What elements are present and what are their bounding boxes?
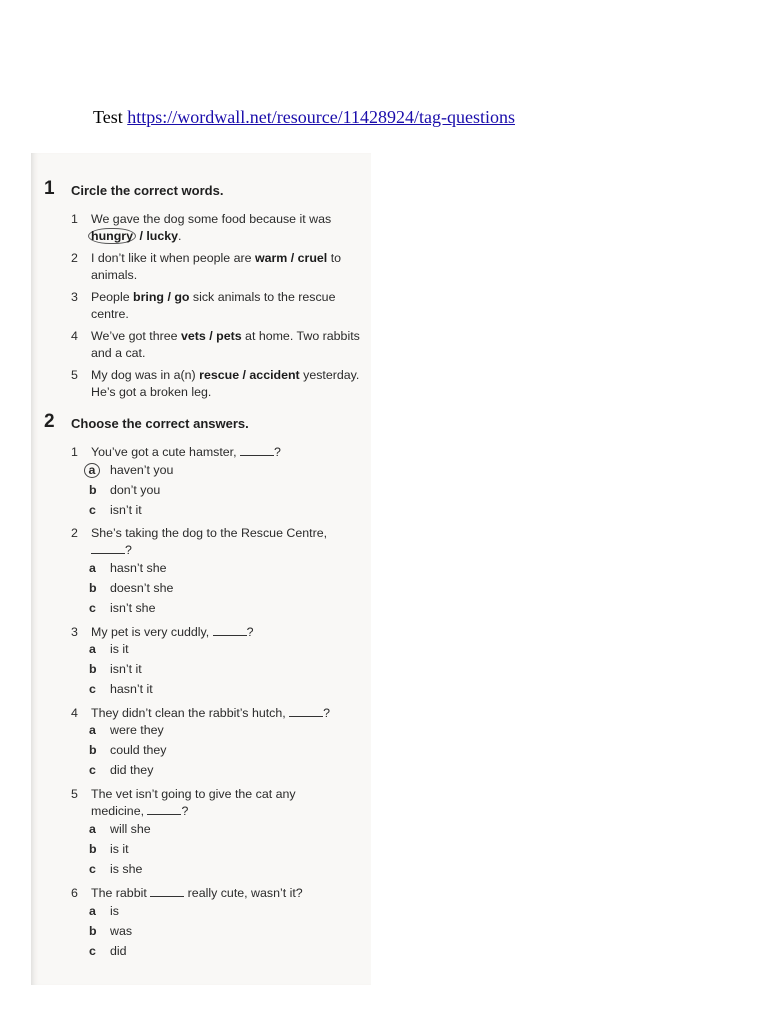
- item-number: 4: [71, 329, 78, 343]
- choice-words: warm / cruel: [254, 251, 328, 265]
- circled-word: hungry: [88, 228, 136, 244]
- choice-words: vets / pets: [181, 329, 242, 343]
- choice-words: rescue / accident: [199, 368, 300, 382]
- answer-blank: [240, 445, 274, 456]
- answer-blank: [213, 625, 247, 636]
- item-number: 1: [71, 212, 78, 226]
- header-prefix: Test: [93, 107, 123, 127]
- section-2-title: Choose the correct answers.: [71, 416, 249, 431]
- header-line: [93, 107, 515, 128]
- option-text: / lucky: [136, 229, 179, 243]
- section-2-number: 2: [44, 411, 55, 432]
- resource-link[interactable]: https://wordwall.net/resource/11428924/tag-questions: [127, 107, 515, 127]
- circled-option-letter: a: [84, 463, 100, 478]
- item-number: 2: [71, 251, 78, 265]
- answer-blank: [91, 543, 125, 554]
- item-number: 3: [71, 290, 78, 304]
- item-text: We gave the dog some food because it was: [91, 212, 332, 226]
- item-number: 5: [71, 368, 78, 382]
- worksheet-scan: 1 Circle the correct words. 1 We gave the dog some food because it was hungry / lucky. 2 I don’t like it when people are warm / cruel to animals. 3 People bring / go sick animals to the rescue centre. 4 We’ve got three vets / pets at home. Two rabbits and a cat. 5 My dog was in a(n) rescue / accident yesterday. He’s got a broken leg. 2 Choose the correct answers. 1 You’ve got a cute hamster, ? a haven’t you b don’t you c isn’t it 2 She’s taking the dog to the Rescue Centre, ? a hasn’t she b doesn’t she c isn’t she 3 My pet is very cuddly, ? a is it b isn’t it c hasn’t it 4 They didn’t clean the rabbit’s hutch, ? a were they b could they c did they 5 The vet isn’t going to give the cat any medicine, ? a will she b is it c is she 6 The rabbit really cute, wasn’t it? a is b was c did: [31, 153, 371, 985]
- answer-blank: [147, 804, 181, 815]
- section-1-title: Circle the correct words.: [71, 183, 224, 198]
- answer-blank: [150, 886, 184, 897]
- answer-blank: [289, 706, 323, 717]
- section-1-number: 1: [44, 178, 55, 199]
- choice-words: bring / go: [133, 290, 190, 304]
